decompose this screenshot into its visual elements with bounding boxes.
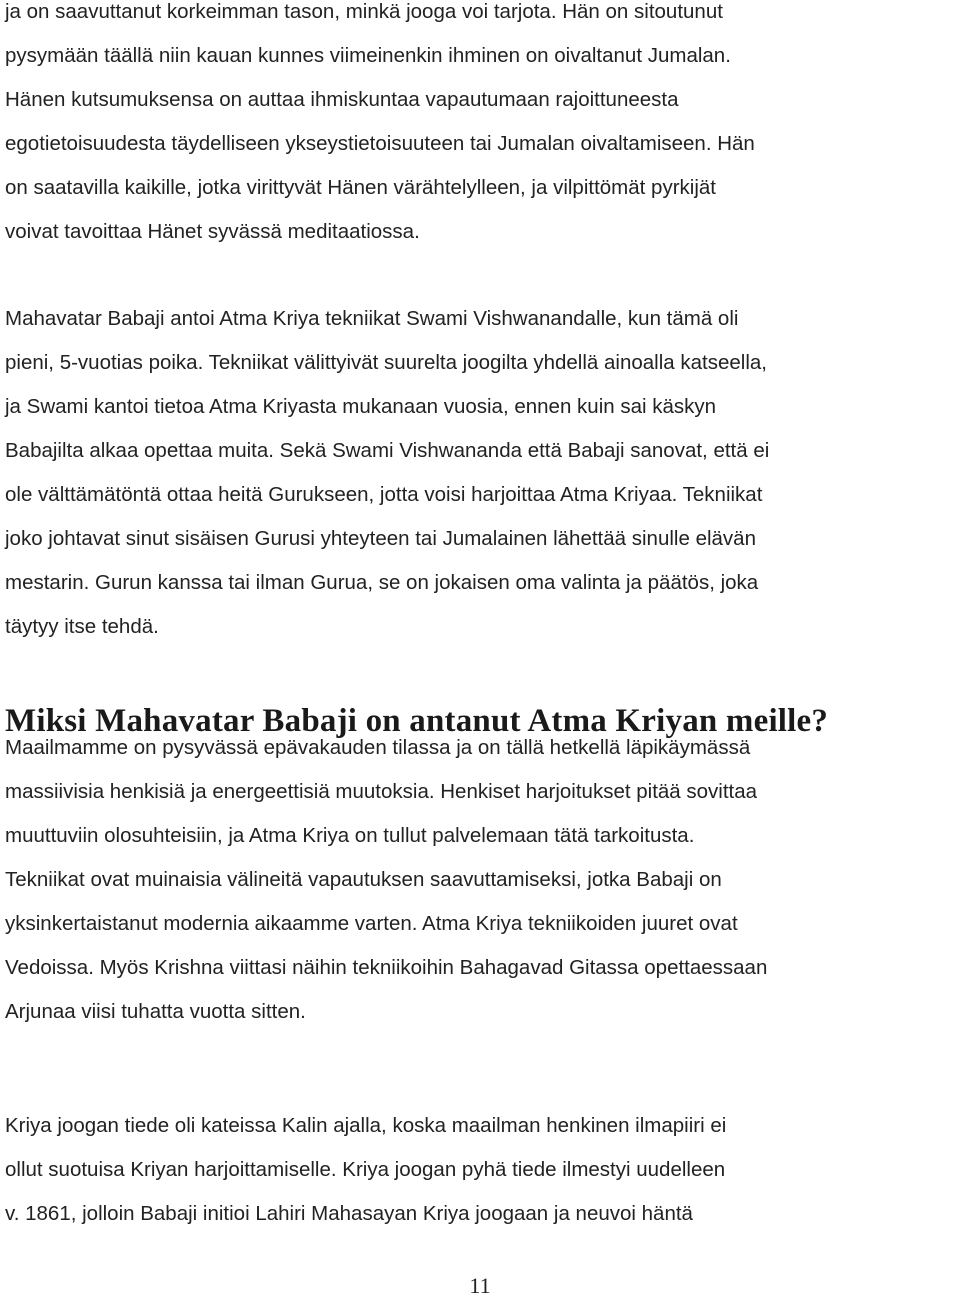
text-line: ja on saavuttanut korkeimman tason, minkä jooga voi tarjota. Hän on sitoutunut [5,0,723,23]
text-line: ja Swami kantoi tietoa Atma Kriyasta mukanaan vuosia, ennen kuin sai käskyn [5,395,717,418]
paragraph-atma-kriya-transmission [5,297,960,649]
text-line: Vedoissa. Myös Krishna viittasi näihin tekniikoihin Bahagavad Gitassa opettaessaan [5,956,768,979]
text-line: pieni, 5-vuotias poika. Tekniikat välittyivät suurelta joogilta yhdellä ainoalla katseella, [5,351,767,374]
text-line: yksinkertaistanut modernia aikaamme varten. Atma Kriya tekniikoiden juuret ovat [5,912,738,935]
section-heading: Miksi Mahavatar Babaji on antanut Atma Kriyan meille? [5,703,829,739]
text-line: Hänen kutsumuksensa on auttaa ihmiskuntaa vapautumaan rajoittuneesta [5,88,679,111]
text-line: Maailmamme on pysyvässä epävakauden tilassa ja on tällä hetkellä läpikäymässä [5,736,751,759]
text-line: Tekniikat ovat muinaisia välineitä vapautuksen saavuttamiseksi, jotka Babaji on [5,868,722,891]
paragraph-babaji-description [5,0,960,254]
text-line: Arjunaa viisi tuhatta vuotta sitten. [5,1000,306,1023]
text-line: voivat tavoittaa Hänet syvässä meditaatiossa. [5,220,420,243]
paragraph-world-changes [5,726,960,1034]
text-line: ollut suotuisa Kriyan harjoittamiselle. Kriya joogan pyhä tiede ilmestyi uudelleen [5,1158,726,1181]
text-line: muuttuviin olosuhteisiin, ja Atma Kriya on tullut palvelemaan tätä tarkoitusta. [5,824,695,847]
paragraph-kriya-history [5,1104,960,1236]
text-line: joko johtavat sinut sisäisen Gurusi yhteyteen tai Jumalainen lähettää sinulle elävän [5,527,756,550]
text-line: on saatavilla kaikille, jotka virittyvät Hänen värähtelylleen, ja vilpittömät pyrkijät [5,176,716,199]
text-line: Babajilta alkaa opettaa muita. Sekä Swami Vishwananda että Babaji sanovat, että ei [5,439,770,462]
page-number: 11 [469,1273,491,1298]
text-line: täytyy itse tehdä. [5,615,159,638]
text-line: mestarin. Gurun kanssa tai ilman Gurua, se on jokaisen oma valinta ja päätös, joka [5,571,759,594]
text-line: egotietoisuudesta täydelliseen ykseystietoisuuteen tai Jumalan oivaltamiseen. Hän [5,132,755,155]
text-line: massiivisia henkisiä ja energeettisiä muutoksia. Henkiset harjoitukset pitää sovittaa [5,780,758,803]
text-line: ole välttämätöntä ottaa heitä Gurukseen, jotta voisi harjoittaa Atma Kriyaa. Tekniikat [5,483,763,506]
text-line: Kriya joogan tiede oli kateissa Kalin ajalla, koska maailman henkinen ilmapiiri ei [5,1114,727,1137]
text-line: Mahavatar Babaji antoi Atma Kriya tekniikat Swami Vishwanandalle, kun tämä oli [5,307,739,330]
text-line: v. 1861, jolloin Babaji initioi Lahiri Mahasayan Kriya joogaan ja neuvoi häntä [5,1202,693,1225]
text-line: pysymään täällä niin kauan kunnes viimeinenkin ihminen on oivaltanut Jumalan. [5,44,731,67]
